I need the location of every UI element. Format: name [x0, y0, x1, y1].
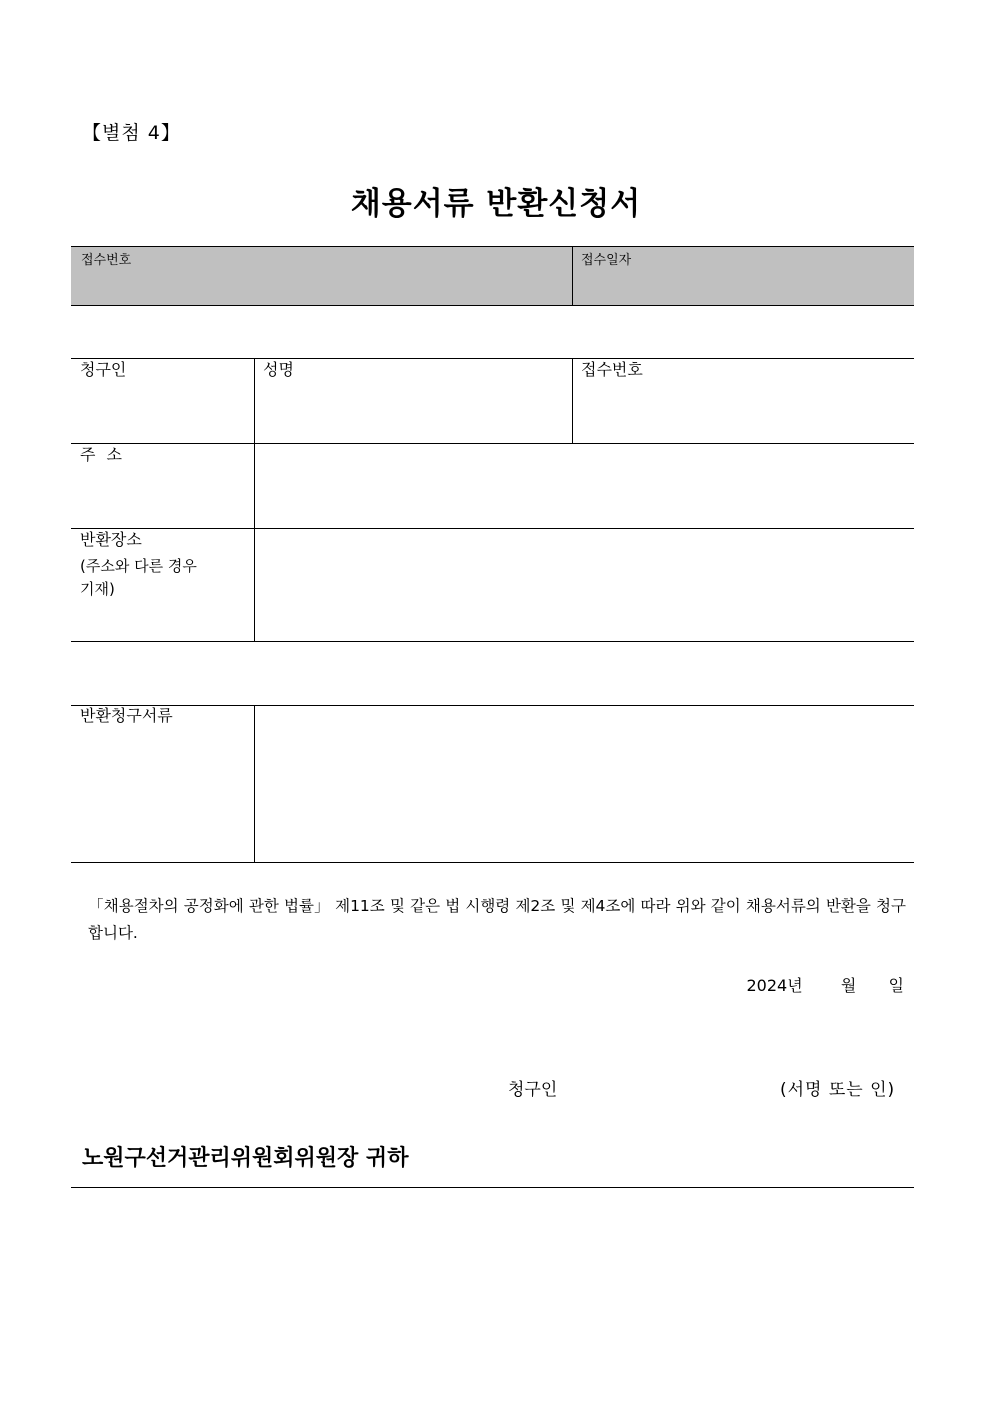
table-divider [254, 358, 255, 642]
signature-applicant-label: 청구인 [508, 1080, 558, 1100]
name-field[interactable]: 성명 [263, 360, 294, 379]
table-line [71, 443, 914, 444]
return-place-note: 기재) [80, 580, 115, 598]
date-year: 2024년 [746, 976, 803, 995]
bottom-rule [71, 1187, 914, 1188]
documents-label: 반환청구서류 [80, 706, 173, 725]
address-label: 주 소 [80, 445, 122, 464]
table-line [71, 358, 914, 359]
applicant-label: 청구인 [80, 360, 127, 379]
page-title: 채용서류 반환신청서 [350, 186, 642, 222]
receipt-date-label: 접수일자 [581, 253, 632, 268]
table-divider [254, 705, 255, 863]
return-place-note: (주소와 다른 경우 [80, 557, 197, 575]
return-place-field[interactable] [256, 530, 912, 640]
table-line [71, 862, 914, 863]
date-row [747, 973, 905, 996]
signature-label: (서명 또는 인) [780, 1080, 896, 1100]
receipt-box [71, 246, 914, 306]
date-month: 월 [840, 976, 857, 995]
recipient-line: 노원구선거관리위원회위원장 귀하 [82, 1145, 409, 1171]
table-divider [572, 358, 573, 443]
table-line [71, 641, 914, 642]
return-place-label: 반환장소 [80, 530, 142, 549]
date-day: 일 [888, 976, 904, 995]
receipt-number-label: 접수번호 [81, 253, 132, 268]
table-line [71, 705, 914, 706]
receipt-divider [572, 247, 573, 305]
documents-field[interactable] [256, 707, 912, 861]
table-line [71, 528, 914, 529]
attachment-label: 【별첨 4】 [82, 122, 181, 144]
declaration-text: 「채용절차의 공정화에 관한 법률」 제11조 및 같은 법 시행령 제2조 및 제4조에 따라 위와 같이 채용서류의 반환을 청구합니다. [88, 897, 906, 942]
applicant-number-field[interactable]: 접수번호 [581, 360, 643, 379]
address-field[interactable] [256, 445, 912, 527]
